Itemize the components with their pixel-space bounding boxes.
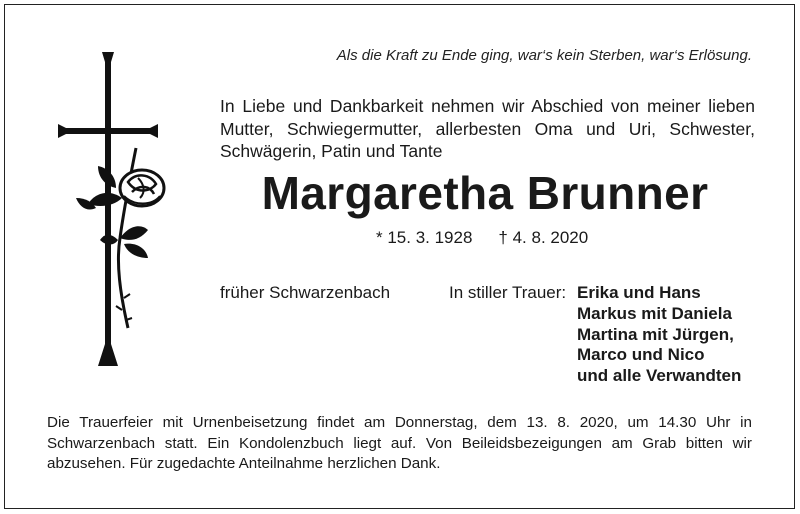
intro-text: In Liebe und Dankbarkeit nehmen wir Abschied von meiner lieben Mutter, Schwiegermutter, allerbesten Oma und Uri, Schwester, Schwägerin, Patin und Tante <box>220 96 755 161</box>
life-dates <box>376 228 588 248</box>
birth-date: * 15. 3. 1928 <box>376 228 473 247</box>
mourner-entry: und alle Verwandten <box>577 366 742 386</box>
mourner-entry: Martina mit Jürgen, <box>577 324 734 344</box>
former-residence: früher Schwarzenbach <box>220 283 391 302</box>
epigraph-quote: Als die Kraft zu Ende ging, war‘s kein Sterben, war‘s Erlösung. <box>336 47 752 64</box>
death-date: † 4. 8. 2020 <box>498 228 589 247</box>
mourners-list <box>577 283 741 387</box>
mourner-entry: Markus mit Daniela <box>577 303 732 323</box>
mourner-entry: Marco und Nico <box>577 345 705 365</box>
mourning-label: In stiller Trauer: <box>449 283 567 302</box>
deceased-name: Margaretha Brunner <box>261 167 709 219</box>
funeral-notice-text: Die Trauerfeier mit Urnenbeisetzung findet am Donnerstag, dem 13. 8. 2020, um 14.30 Uhr in Schwarzenbach statt. Ein Kondolenzbuch liegt auf. Von Beileidsbezeigungen am Grab bitten wir abzusehen. Für zugedachte Anteilnahme herzlichen Dank. <box>47 414 752 472</box>
mourner-entry: Erika und Hans <box>577 283 701 302</box>
